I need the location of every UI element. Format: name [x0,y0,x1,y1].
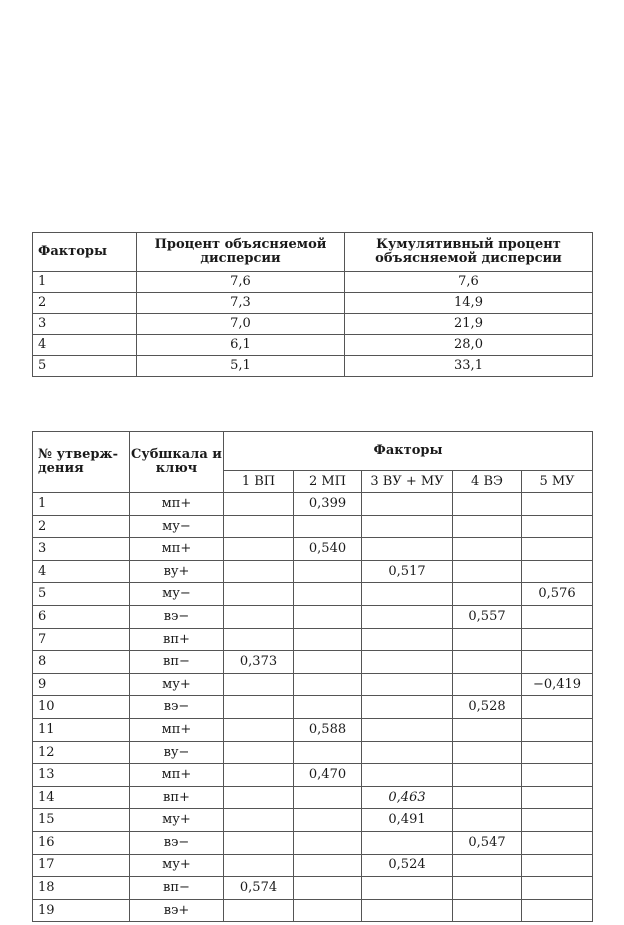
loading-cell [522,605,593,628]
loading-cell [522,718,593,741]
table-row [33,560,593,583]
loading-cell [522,696,593,719]
loading-cell [224,673,294,696]
table-row [33,673,593,696]
table-cell: 5,1 [137,356,345,377]
loading-cell [224,493,294,516]
loading-cell [224,515,294,538]
table-row [33,764,593,787]
loading-cell [453,628,522,651]
loading-cell [453,877,522,900]
subscale-cell: вэ− [130,831,224,854]
subscale-cell: ву− [130,741,224,764]
factor-column-header: 3 ВУ + МУ [362,471,453,493]
loading-cell [522,854,593,877]
subscale-cell: вэ+ [130,899,224,922]
loading-cell: 0,517 [362,560,453,583]
loading-cell [362,877,453,900]
table-row [33,628,593,651]
table-row [33,831,593,854]
loading-cell [362,718,453,741]
factor-column-header: 5 МУ [522,471,593,493]
subscale-cell: вэ− [130,605,224,628]
loading-cell [362,628,453,651]
loading-cell [294,628,362,651]
loading-cell [294,899,362,922]
subscale-cell: вп+ [130,786,224,809]
header-percent: Процент объясняемой дисперсии [137,233,345,272]
factor-column-header: 1 ВП [224,471,294,493]
loading-cell [453,718,522,741]
table-cell: 28,0 [345,335,593,356]
loading-cell [224,809,294,832]
loading-cell: 0,470 [294,764,362,787]
statement-number-cell: 18 [33,877,130,900]
header-statement-number: № утверждения [33,432,130,493]
table-cell: 2 [33,293,137,314]
loading-cell [522,560,593,583]
subscale-cell: мп+ [130,493,224,516]
loading-cell [294,583,362,606]
statement-number-cell: 3 [33,538,130,561]
variance-table [32,232,593,377]
loading-cell [362,538,453,561]
loading-cell [522,515,593,538]
table-cell: 1 [33,272,137,293]
table-row [33,272,593,293]
loading-cell: 0,373 [224,651,294,674]
loading-cell [362,696,453,719]
factor-column-header: 2 МП [294,471,362,493]
loading-cell [224,718,294,741]
loading-cell [294,560,362,583]
loading-cell: 0,576 [522,583,593,606]
loading-cell [453,560,522,583]
loading-cell [294,515,362,538]
subscale-cell: ву+ [130,560,224,583]
loading-cell: 0,399 [294,493,362,516]
header-factors: Факторы [33,233,137,272]
loading-cell: 0,463 [362,786,453,809]
loading-cell [294,809,362,832]
loading-cell [224,899,294,922]
loading-cell [224,696,294,719]
table-row [33,493,593,516]
loading-cell [522,628,593,651]
loading-cell [362,493,453,516]
loading-cell [294,854,362,877]
loading-cell [362,651,453,674]
loading-cell [362,831,453,854]
loading-cell [453,538,522,561]
loading-cell [522,809,593,832]
statement-number-cell: 8 [33,651,130,674]
table-cell: 6,1 [137,335,345,356]
loadings-header-row [33,432,593,471]
statement-number-cell: 2 [33,515,130,538]
loading-cell [224,628,294,651]
loading-cell [294,786,362,809]
loading-cell [453,515,522,538]
loading-cell [224,741,294,764]
loading-cell: 0,547 [453,831,522,854]
table-row [33,718,593,741]
table-row [33,293,593,314]
table-row [33,538,593,561]
statement-number-cell: 10 [33,696,130,719]
loading-cell [294,741,362,764]
loading-cell [522,764,593,787]
statement-number-cell: 11 [33,718,130,741]
factor-column-header: 4 ВЭ [453,471,522,493]
loading-cell: 0,574 [224,877,294,900]
loading-cell [453,651,522,674]
table-cell: 7,0 [137,314,345,335]
loading-cell [294,877,362,900]
loading-cell [224,854,294,877]
table-row [33,854,593,877]
loading-cell: 0,528 [453,696,522,719]
loading-cell [294,831,362,854]
loading-cell [294,673,362,696]
loading-cell [224,605,294,628]
loading-cell [453,809,522,832]
loading-cell: 0,524 [362,854,453,877]
subscale-cell: му− [130,515,224,538]
header-cumulative: Кумулятивный процент объясняемой дисперсии [345,233,593,272]
statement-number-cell: 13 [33,764,130,787]
loading-cell [362,605,453,628]
subscale-cell: му− [130,583,224,606]
statement-number-cell: 9 [33,673,130,696]
header-subscale: Субшкала и ключ [130,432,224,493]
loading-cell [522,538,593,561]
subscale-cell: му+ [130,673,224,696]
loading-cell [362,583,453,606]
subscale-cell: му+ [130,809,224,832]
loading-cell [294,651,362,674]
table-row [33,809,593,832]
loading-cell [522,877,593,900]
statement-number-cell: 5 [33,583,130,606]
table-cell: 5 [33,356,137,377]
header-factors-group: Факторы [224,432,593,471]
table-cell: 14,9 [345,293,593,314]
loading-cell [453,583,522,606]
statement-number-cell: 6 [33,605,130,628]
loading-cell [453,854,522,877]
statement-number-cell: 15 [33,809,130,832]
table-cell: 33,1 [345,356,593,377]
table-row [33,356,593,377]
loading-cell: 0,491 [362,809,453,832]
loading-cell: −0,419 [522,673,593,696]
subscale-cell: му+ [130,854,224,877]
table-row [33,741,593,764]
loading-cell [362,673,453,696]
loading-cell [453,764,522,787]
loading-cell [453,673,522,696]
subscale-cell: мп+ [130,538,224,561]
loading-cell [362,515,453,538]
table-row [33,899,593,922]
table-cell: 7,6 [345,272,593,293]
loading-cell [224,764,294,787]
loading-cell [522,651,593,674]
statement-number-cell: 14 [33,786,130,809]
loading-cell [453,493,522,516]
loading-cell: 0,557 [453,605,522,628]
loading-cell [522,786,593,809]
table-cell: 21,9 [345,314,593,335]
loading-cell [224,786,294,809]
factor-loadings-table [32,431,593,922]
variance-header-row [33,233,593,272]
subscale-cell: вэ− [130,696,224,719]
table-row [33,877,593,900]
subscale-cell: вп+ [130,628,224,651]
subscale-cell: мп+ [130,764,224,787]
statement-number-cell: 16 [33,831,130,854]
subscale-cell: мп+ [130,718,224,741]
loading-cell [522,741,593,764]
loading-cell [453,786,522,809]
table-cell: 7,3 [137,293,345,314]
table-cell: 7,6 [137,272,345,293]
statement-number-cell: 17 [33,854,130,877]
loading-cell [224,538,294,561]
table-row [33,335,593,356]
statement-number-cell: 12 [33,741,130,764]
loading-cell [522,493,593,516]
statement-number-cell: 1 [33,493,130,516]
statement-number-cell: 4 [33,560,130,583]
table-row [33,583,593,606]
loading-cell [224,831,294,854]
table-row [33,651,593,674]
loading-cell [362,764,453,787]
table-row [33,786,593,809]
loading-cell: 0,588 [294,718,362,741]
loading-cell: 0,540 [294,538,362,561]
loading-cell [224,583,294,606]
loading-cell [362,899,453,922]
subscale-cell: вп− [130,651,224,674]
table-cell: 3 [33,314,137,335]
table-row [33,515,593,538]
loading-cell [362,741,453,764]
table-cell: 4 [33,335,137,356]
statement-number-cell: 19 [33,899,130,922]
loading-cell [522,899,593,922]
loading-cell [224,560,294,583]
table-row [33,314,593,335]
loading-cell [522,831,593,854]
subscale-cell: вп− [130,877,224,900]
loading-cell [294,696,362,719]
loading-cell [294,605,362,628]
loading-cell [453,741,522,764]
table-row [33,605,593,628]
statement-number-cell: 7 [33,628,130,651]
table-row [33,696,593,719]
loading-cell [453,899,522,922]
